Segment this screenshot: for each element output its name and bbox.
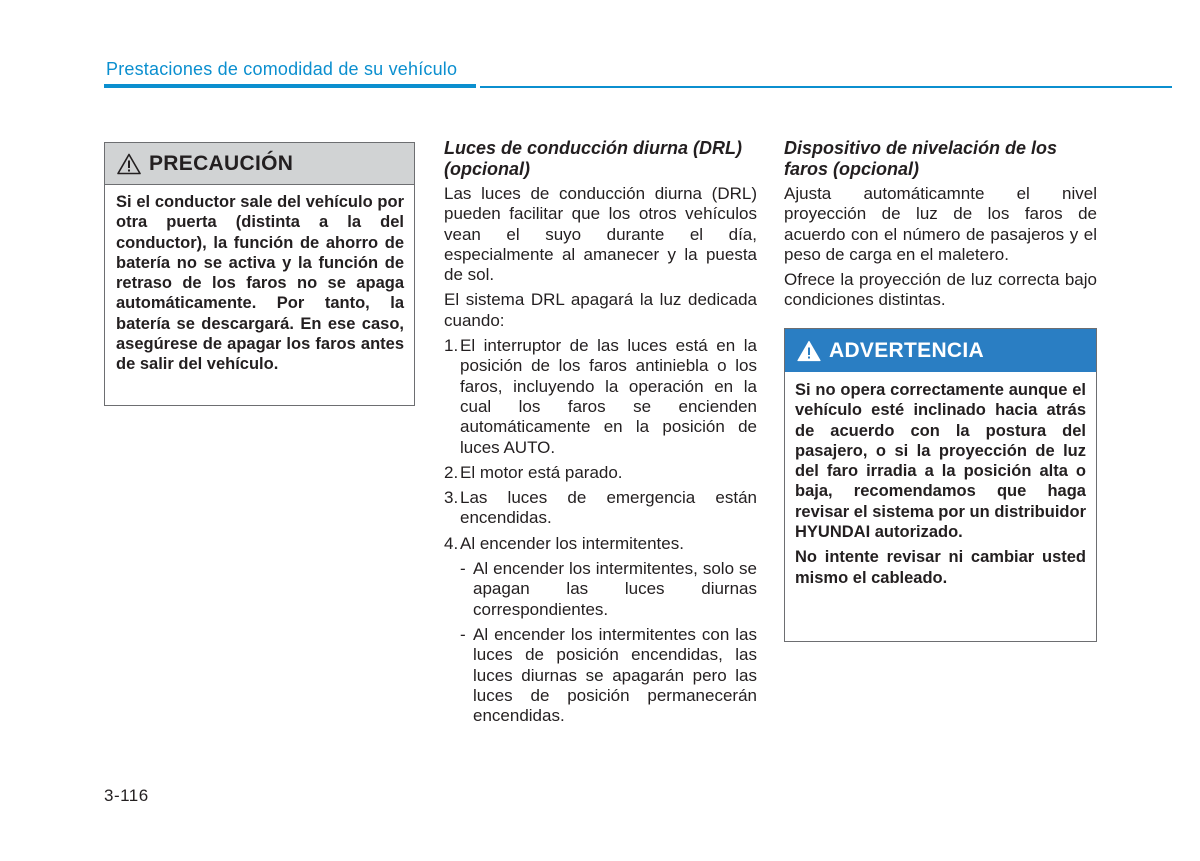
leveling-paragraph: Ajusta automáticamnte el nivel proyección de luz de los faros de acuerdo con el número de pasajeros y el peso de carga en el maletero. (784, 184, 1097, 264)
page-number: 3-116 (104, 786, 149, 805)
sub-list-item (460, 559, 757, 620)
drl-title: Luces de conducción diurna (DRL) (opcional) (444, 138, 743, 179)
caution-box (104, 142, 415, 406)
sub-list-dash: - (460, 624, 466, 644)
warning-header (785, 329, 1096, 372)
list-number: 4. (444, 533, 459, 553)
caution-text: Si el conductor sale del vehículo por otra puerta (distinta a la del conductor), la función de ahorro de batería no se activa y la función de retraso de los faros no se apaga automáticamente. Por tanto, la batería se descargará. En ese caso, asegúrese de apagar los faros antes de salir del vehículo. (116, 193, 404, 374)
list-text: El motor está parado. (460, 462, 623, 482)
warning-paragraph: No intente revisar ni cambiar usted mismo el cableado. (795, 548, 1086, 587)
warning-triangle-icon (797, 340, 821, 362)
caution-header (105, 143, 414, 185)
list-item (444, 488, 757, 529)
list-text: Las luces de emergencia están encendidas. (460, 488, 757, 528)
list-text: El interruptor de las luces está en la posición de los faros antiniebla o los faros, incluyendo la operación en la cual los faros se encienden automáticamente en la posición de luces AUTO. (460, 336, 757, 457)
header-rule-thin (480, 86, 1172, 88)
drl-paragraph: Las luces de conducción diurna (DRL) pueden facilitar que los otros vehículos vean el suyo durante el día, especialmente al amanecer y la puesta de sol. (444, 184, 757, 285)
header-rule-thick (104, 84, 476, 88)
list-number: 2. (444, 462, 459, 482)
sub-list-text: Al encender los intermitentes, solo se apagan las luces diurnas correspondientes. (473, 559, 757, 619)
list-item (444, 336, 757, 458)
warning-triangle-icon (117, 153, 141, 175)
drl-section (444, 138, 757, 731)
list-item (444, 463, 757, 483)
drl-paragraph: El sistema DRL apagará la luz dedicada cuando: (444, 290, 757, 330)
warning-title: ADVERTENCIA (829, 338, 984, 362)
sub-list-dash: - (460, 559, 466, 579)
section-title: Prestaciones de comodidad de su vehículo (106, 59, 458, 79)
leveling-section (784, 138, 1097, 316)
list-text: Al encender los intermitentes. (460, 533, 684, 553)
list-number: 1. (444, 336, 459, 356)
list-number: 3. (444, 488, 459, 508)
caution-title: PRECAUCIÓN (149, 151, 294, 175)
sub-list-item (460, 625, 757, 726)
sub-list-text: Al encender los intermitentes con las luces de posición encendidas, las luces diurnas se apagarán pero las luces de posición permanecerán encendidas. (473, 624, 757, 726)
leveling-paragraph: Ofrece la proyección de luz correcta bajo condiciones distintas. (784, 270, 1097, 310)
warning-paragraph: Si no opera correctamente aunque el vehículo esté inclinado hacia atrás de acuerdo con la postura del pasajero, o si la proyección de luz del faro irradia a la posición alta o baja, recomendamos que haga revisar el sistema por un distribuidor HYUNDAI autorizado. (795, 381, 1086, 542)
warning-box (784, 328, 1097, 642)
leveling-title: Dispositivo de nivelación de los faros (opcional) (784, 138, 1058, 179)
list-item (444, 534, 757, 554)
warning-text (785, 372, 1096, 588)
